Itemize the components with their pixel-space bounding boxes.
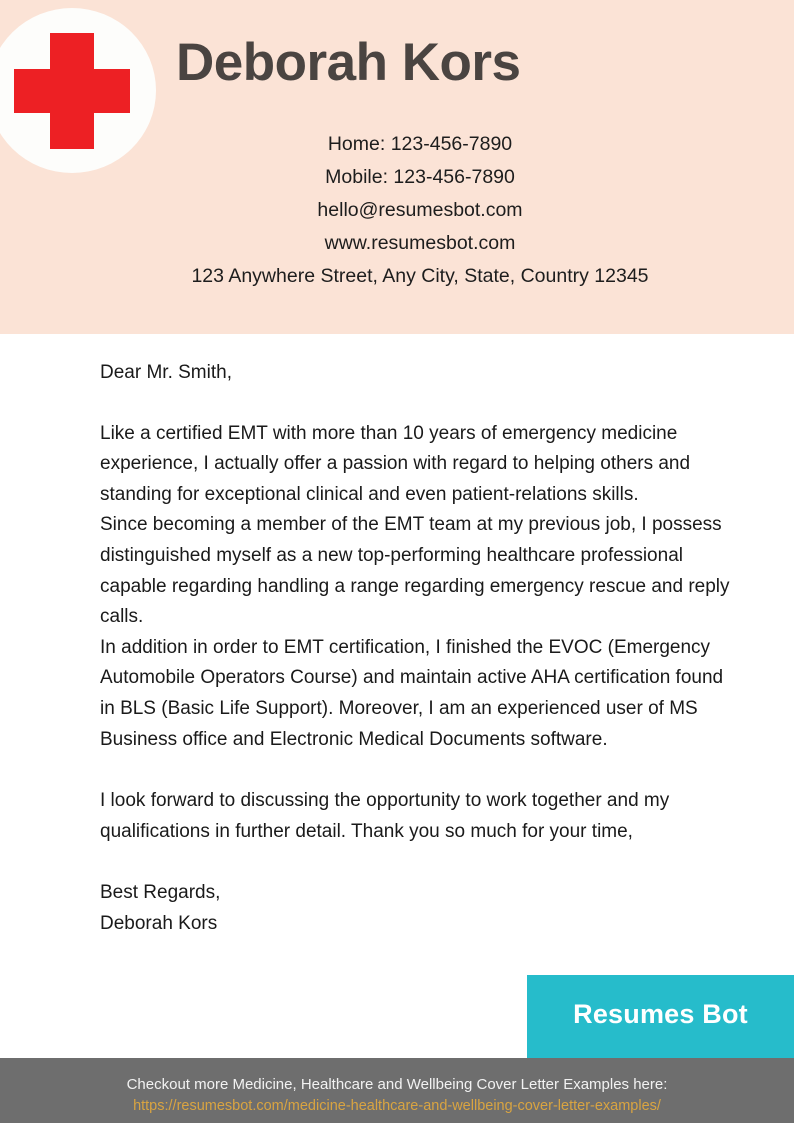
document-header: [0, 0, 794, 334]
letter-closing-paragraph: I look forward to discussing the opportunity to work together and my qualifications in further detail. Thank you so much for your time,: [100, 790, 670, 842]
cross-horizontal-bar: [14, 69, 130, 113]
letter-paragraph-2: Since becoming a member of the EMT team at my previous job, I possess distinguished myself as a new top-performing healthcare professional capable regarding handling a range regarding emergency rescue and reply calls.: [100, 514, 730, 628]
letter-signoff-name: Deborah Kors: [100, 912, 218, 934]
contact-email[interactable]: hello@resumesbot.com: [317, 199, 523, 221]
letter-paragraph-1: Like a certified EMT with more than 10 years of emergency medicine experience, I actually offer a passion with regard to helping others and standing for exceptional clinical and even patient-relations skills.: [100, 422, 691, 505]
applicant-name: Deborah Kors: [176, 33, 521, 92]
resumes-bot-badge[interactable]: [527, 975, 794, 1058]
letter-paragraph-3: In addition in order to EMT certification, I finished the EVOC (Emergency Automobile Operators Course) and maintain active AHA certification found in BLS (Basic Life Support). Moreover, I am an experienced user of MS Business office and Electronic Medical Documents software.: [100, 636, 724, 750]
contact-info-block: [90, 128, 750, 293]
signoff-spacer: [100, 847, 740, 878]
footer-examples-link[interactable]: https://resumesbot.com/medicine-healthcare-and-wellbeing-cover-letter-examples/: [133, 1098, 661, 1114]
contact-mobile-phone: Mobile: 123-456-7890: [325, 166, 515, 188]
resumes-bot-badge-label: Resumes Bot: [573, 999, 748, 1029]
paragraph-spacer: [100, 755, 740, 786]
footer-caption: Checkout more Medicine, Healthcare and Wellbeing Cover Letter Examples here:: [126, 1076, 668, 1093]
letter-salutation: Dear Mr. Smith,: [100, 362, 232, 383]
cover-letter-body: [100, 358, 740, 940]
contact-website[interactable]: www.resumesbot.com: [324, 232, 516, 254]
contact-address: 123 Anywhere Street, Any City, State, Country 12345: [191, 265, 649, 287]
document-footer: [0, 1058, 794, 1123]
contact-home-phone: Home: 123-456-7890: [327, 133, 513, 155]
letter-signoff-regards: Best Regards,: [100, 882, 221, 904]
